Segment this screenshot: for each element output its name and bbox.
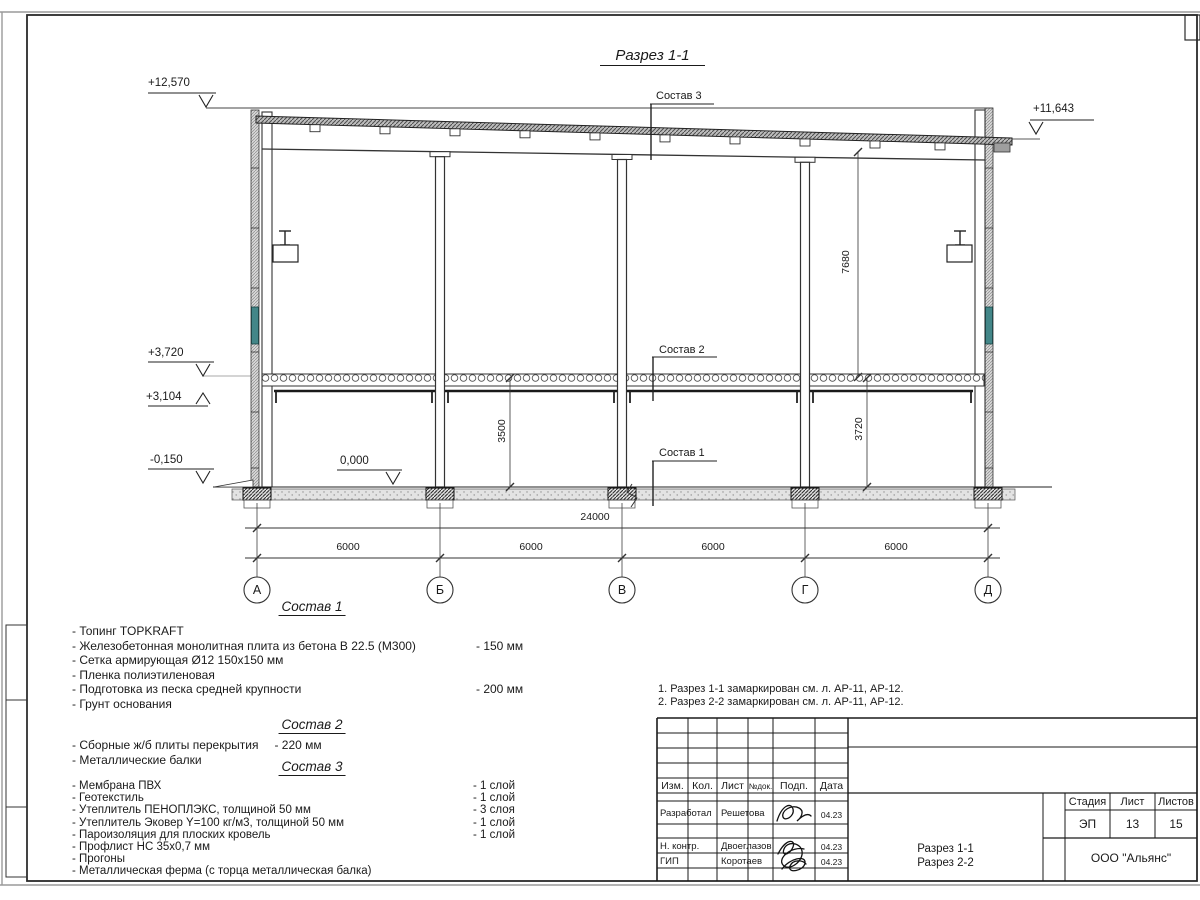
stage-label: Стадия [1068,796,1107,808]
list-item: - Железобетонная монолитная плита из бетона В 22.5 (М300) - 150 мм [72,638,524,653]
col-header-izm: Изм. [661,780,684,792]
axis-label-g: Г [801,583,809,597]
row1-name: Решетова [721,808,765,819]
callout-sostav3: Состав 3 [656,90,702,102]
callout-sostav2: Состав 2 [659,344,705,356]
list-item: - Прогоны [72,853,126,866]
elevation-beam-bottom: +3,104 [146,391,182,403]
col-header-data: Дата [819,780,844,792]
doc-title-line1: Разрез 1-1 [917,843,974,855]
foundation-pedestals [244,500,1001,508]
dim-bay1: 6000 [336,541,360,553]
roof [206,108,1012,160]
dim-height-upper: 7680 [840,250,852,274]
elevation-floor-zero: 0,000 [340,455,369,467]
elevation-slab-top: +3,720 [148,347,184,359]
drawing-title: Разрез 1-1 [600,47,705,66]
wall-left [251,110,272,490]
window-panel-right [986,307,993,344]
left-margin-stamp-boxes [6,625,27,877]
note-1: 1. Разрез 1-1 замаркирован см. л. АР-11, АР-12. [658,683,904,695]
list-item: - Мембрана ПВХ - 1 слой [72,780,516,792]
dim-bay4: 6000 [884,541,908,553]
dim-overall: 24000 [580,511,610,523]
corbel-right [947,231,972,262]
list-item: - Профлист НС 35х0,7 мм [72,841,210,853]
row3-role: ГИП [660,856,679,867]
col-header-kol: Кол. [692,780,713,792]
window-panel-left [252,307,259,344]
stage-value: ЭП [1078,817,1097,831]
sheets-value: 15 [1169,817,1183,831]
list-item: - Сетка армирующая Ø12 150х150 мм [72,653,284,667]
axis-label-v: В [617,583,627,597]
row2-name: Двоеглазов [721,841,772,852]
sostav3-heading: Состав 3 [279,759,346,776]
corbel-left [273,231,298,262]
list-item: - Утеплитель Эковер Y=100 кг/м3, толщиной 50 мм - 1 слой [72,816,516,829]
col-header-ndok: №док. [748,782,773,791]
doc-title-line2: Разрез 2-2 [917,857,974,869]
dim-bay3: 6000 [701,541,725,553]
ground-slab [213,480,1052,508]
axis-label-d: Д [983,583,993,597]
row2-role: Н. контр. [660,841,700,852]
dim-bay2: 6000 [519,541,543,553]
company-name: ООО "Альянс" [1090,851,1172,865]
col-header-list: Лист [721,780,744,792]
callout-leaders [650,104,717,506]
axis-label-b: Б [435,583,445,597]
row1-date: 04.23 [820,810,843,820]
list-item: - Пленка полиэтиленовая [72,667,215,682]
sostav1-heading: Состав 1 [279,599,346,616]
list-item: - Геотекстиль - 1 слой [72,792,516,805]
row3-date: 04.23 [820,857,843,867]
row1-role: Разработал [660,808,712,819]
wall-right [975,108,993,490]
list-item: - Утеплитель ПЕНОПЛЭКС, толщиной 50 мм - 3 слоя [72,804,515,817]
list-item: - Пароизоляция для плоских кровель - 1 слой [72,828,516,841]
sheet-label: Лист [1120,796,1145,808]
list-item: - Сборные ж/б плиты перекрытия - 220 мм [72,738,322,752]
list-item: - Металлические балки [72,753,202,767]
list-item: - Грунт основания [72,696,172,711]
sheet-value: 13 [1125,817,1140,831]
sostav2-heading: Состав 2 [279,717,346,734]
col-header-podp: Подп. [780,780,808,792]
list-item: - Подготовка из песка средней крупности - 200 мм [72,682,524,696]
signature-korotaev [782,858,806,870]
row2-date: 04.23 [820,842,843,852]
elevation-parapet-left: +12,570 [148,77,190,89]
list-item: - Металлическая ферма (с торца металлическая балка) [72,865,372,878]
dim-height-right: 3720 [853,417,865,441]
axis-label-a: А [252,583,262,597]
dim-height-left: 3500 [496,419,508,443]
vertical-dimensions [506,148,871,491]
callout-sostav1: Состав 1 [659,447,705,459]
list-item: - Топинг TOPKRAFT [72,624,184,638]
row3-name: Коротаев [721,856,763,867]
signature-reshetova [777,805,811,821]
note-2: 2. Разрез 2-2 замаркирован см. л. АР-11, АР-12. [658,696,904,708]
elevation-ground-level: -0,150 [150,454,183,466]
elevation-roof-right: +11,643 [1033,103,1075,115]
sheets-label: Листов [1158,796,1194,808]
